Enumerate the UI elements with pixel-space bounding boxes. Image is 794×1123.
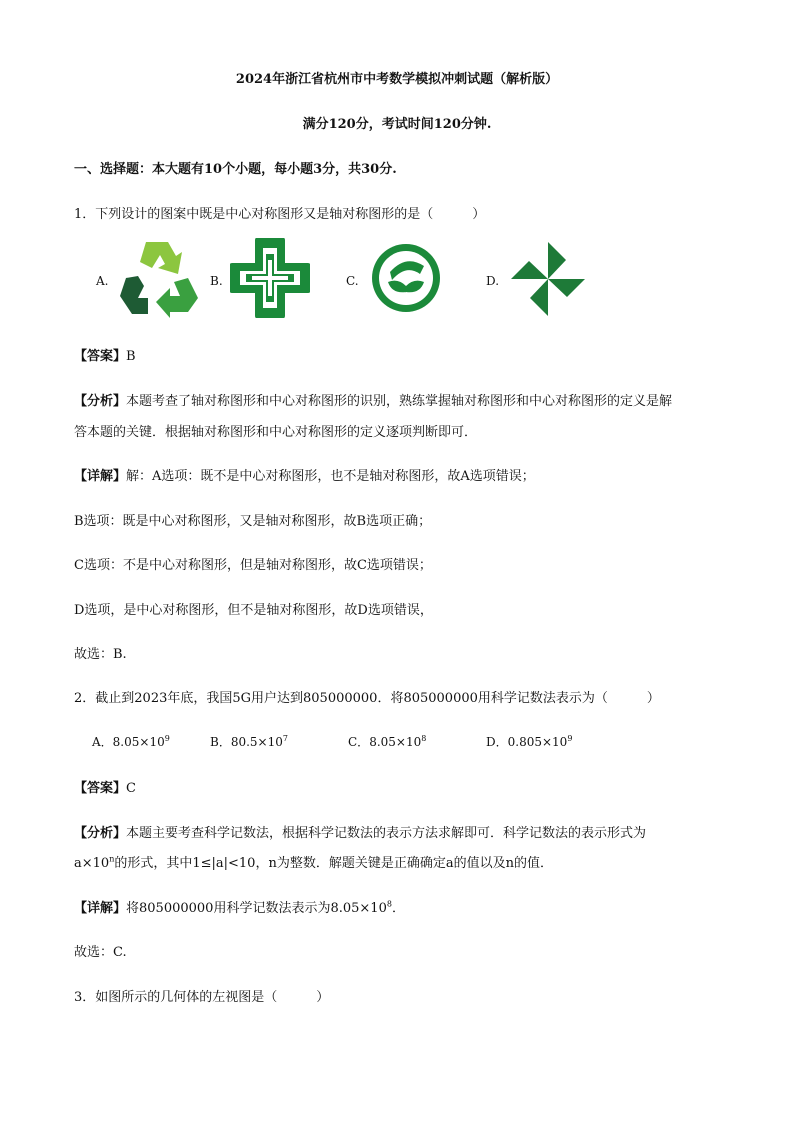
cross-icon xyxy=(230,238,310,318)
q2-conclusion: 故选：C. xyxy=(74,945,127,960)
analysis-text: 本题考查了轴对称图形和中心对称图形的识别，熟练掌握轴对称图形和中心对称图形的定义是解 xyxy=(126,394,673,409)
analysis-tag: 【分析】 xyxy=(74,826,127,841)
q1-option-a-label: A. xyxy=(96,274,109,288)
detail-tag: 【详解】 xyxy=(74,469,127,484)
q1-option-c-label: C. xyxy=(346,274,359,288)
pinwheel-icon xyxy=(508,240,588,318)
q2-option-a: A．$8.05\times 10^9$ xyxy=(92,734,170,749)
q1-analysis-line2: 答本题的关键．根据轴对称图形和中心对称图形的定义逐项判断即可． xyxy=(74,425,478,440)
q2-option-b: B．$80.5\times 10^7$ xyxy=(210,734,288,749)
q1-detail-line2: B选项：既是中心对称图形，又是轴对称图形，故B选项正确； xyxy=(74,514,432,529)
q3-stem: 3．如图所示的几何体的左视图是（ ） xyxy=(74,990,330,1005)
q1-detail-line3: C选项：不是中心对称图形，但是轴对称图形，故C选项错误； xyxy=(74,558,432,573)
q2-stem: 2．截止到2023年底，我国5G用户达到805000000．将805000000用科学记数法表示为（ ） xyxy=(74,691,660,706)
answer-tag: 【答案】 xyxy=(74,781,127,796)
q1-analysis-line1 xyxy=(74,390,672,409)
answer-value: B xyxy=(126,349,136,364)
q2-analysis-line1 xyxy=(74,822,646,841)
q1-stem: 1．下列设计的图案中既是中心对称图形又是轴对称图形的是（ ） xyxy=(74,207,486,222)
q2-option-d: D．$0.805\times 10^9$ xyxy=(486,734,573,749)
page-subtitle: 满分120分，考试时间120分钟. xyxy=(302,117,492,132)
q2-analysis-line2: $a\times 10^n$的形式，其中1≤|a|<10，n为整数．解题关键是正确确定a的值以及n的值． xyxy=(74,854,553,871)
detail-text: 解：A选项：既不是中心对称图形，也不是轴对称图形，故A选项错误； xyxy=(126,469,535,484)
q1-conclusion: 故选：B. xyxy=(74,647,127,662)
q1-detail-line4: D选项，是中心对称图形，但不是轴对称图形，故D选项错误， xyxy=(74,603,433,618)
analysis-text: 本题主要考查科学记数法，根据科学记数法的表示方法求解即可．科学记数法的表示形式为 xyxy=(126,826,647,841)
answer-tag: 【答案】 xyxy=(74,349,127,364)
q1-option-b-label: B. xyxy=(210,274,223,288)
q2-detail: 【详解】将805000000用科学记数法表示为$8.05\times 10^8$． xyxy=(74,899,405,916)
q2-answer xyxy=(74,777,136,796)
detail-tag: 【详解】 xyxy=(74,901,127,916)
recycle-icon xyxy=(118,238,200,318)
q1-detail-line1 xyxy=(74,465,535,484)
green-food-icon xyxy=(370,240,442,316)
q2-option-c: C．$8.05\times 10^8$ xyxy=(348,734,427,749)
section-heading: 一、选择题：本大题有10个小题，每小题3分，共30分. xyxy=(74,162,397,177)
analysis-tag: 【分析】 xyxy=(74,394,127,409)
page-title: 2024年浙江省杭州市中考数学模拟冲刺试题（解析版） xyxy=(235,72,559,87)
q1-answer xyxy=(74,345,136,364)
q1-options xyxy=(96,238,616,318)
q1-option-d-label: D. xyxy=(486,274,500,288)
answer-value: C xyxy=(126,781,136,796)
